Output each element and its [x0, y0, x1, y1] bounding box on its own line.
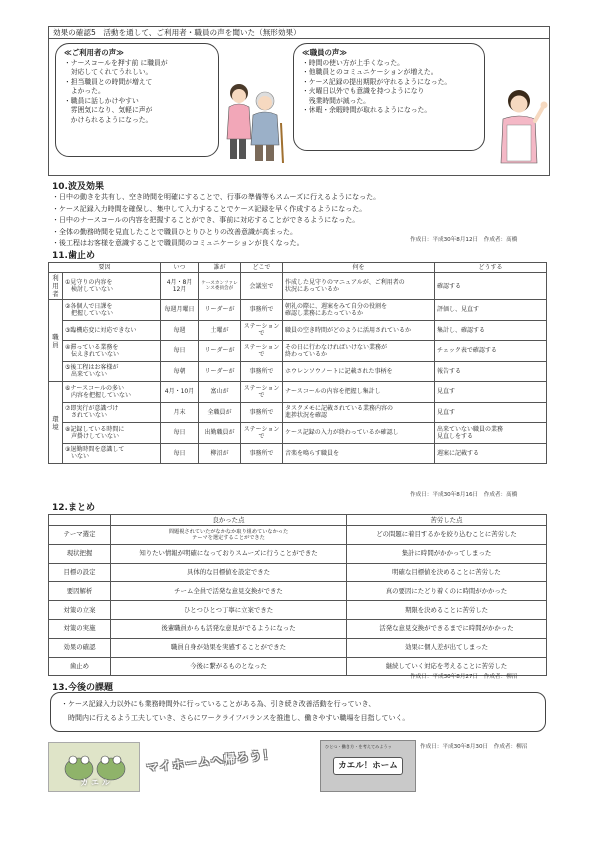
prevention-when: 毎日	[161, 341, 199, 362]
staff-voice-line: ・ケース記録の提出期限が守れるようになった。	[302, 77, 452, 86]
prevention-where: 事務所で	[241, 300, 283, 321]
prevention-when: 月末	[161, 402, 199, 423]
prevention-who: リーダーが	[199, 300, 241, 321]
staff-voice-line: ・他職員とのコミュニケーションが増えた。	[302, 68, 438, 76]
ripple-line: ・日中のナースコールの内容を把握することができ、事前に対応することができるようになった。	[52, 216, 360, 224]
staff-voice-line: ・時間の使い方が上手くなった。	[302, 58, 404, 67]
prevention-what: その日に行わなければいけない業務が 終わっているか	[283, 341, 435, 362]
ripple-line: ・後工程はお客様を意識することで職員間のコミュニケーションが良くなった。	[52, 239, 304, 247]
prevention-where: ステーション で	[241, 320, 283, 341]
ripple-line: ・ケース記録入力時間を確保し、集中して入力することでケース記録を早く作成するようになった。	[52, 204, 367, 213]
prevention-row	[49, 300, 547, 321]
summary-heading: 12.まとめ	[52, 503, 95, 513]
summary-step: 要因解析	[49, 582, 111, 601]
ripple-meta: 作成日：平成30年8月12日 作成者：髙橋	[410, 237, 518, 243]
prevention-who: 土曜が	[199, 320, 241, 341]
summary-step: テーマ選定	[49, 526, 111, 545]
elderly-with-caregiver-illustration	[221, 79, 289, 167]
users-voice-line: ・ナースコールを押す前 に職員が	[64, 58, 168, 67]
summary-table	[48, 514, 547, 676]
prevention-cause: ⑧記録している時間に 声掛けしていない	[63, 423, 161, 444]
prevention-row	[49, 402, 547, 423]
prevention-who: 柳沼が	[199, 443, 241, 464]
frog-logo-text: カ エ ル	[80, 778, 110, 787]
prevention-when: 毎週	[161, 320, 199, 341]
prevention-where: 会議室で	[241, 273, 283, 300]
frog-logo	[48, 742, 140, 792]
summary-header-row	[49, 515, 547, 526]
summary-hard: 集計に時間がかかってしまった	[347, 544, 547, 563]
summary-header-blank	[49, 515, 111, 526]
summary-good: 今後に繋がるものとなった	[111, 657, 347, 676]
summary-hard: 継続していく対応を考えることに苦労した	[347, 657, 547, 676]
ripple-effect-heading: 10.波及効果	[52, 182, 104, 192]
summary-row	[49, 619, 547, 638]
prevention-when: 毎日	[161, 423, 199, 444]
prevention-how: 見直す	[435, 382, 547, 403]
prevention-cause: ⑦即実行が意識づけ されていない	[63, 402, 161, 423]
prevention-where: 事務所で	[241, 402, 283, 423]
summary-step: 対策の実施	[49, 619, 111, 638]
prevention-cause: ⑥ナースコールの多い 内容を把握していない	[63, 382, 161, 403]
prevention-how: 確認する	[435, 273, 547, 300]
prevention-meta: 作成日：平成30年8月16日 作成者：髙橋	[410, 492, 518, 498]
header-who: 誰が	[199, 263, 241, 273]
effect-title: 効果の確認5 活動を通して、ご利用者・職員の声を聞いた（無形効果）	[49, 27, 549, 39]
summary-hard: 期限を決めることに苦労した	[347, 601, 547, 620]
prevention-how: 見直す	[435, 402, 547, 423]
users-voice-line: ・担当職員との時間が増えて	[64, 77, 153, 86]
prevention-row	[49, 341, 547, 362]
prevention-group-label: 職員	[49, 300, 63, 382]
summary-good: 問題視されていたがなかなか取り組めていなかった テーマを選定することができた	[111, 526, 347, 545]
prevention-what: 音楽を鳴らす職員を	[283, 443, 435, 464]
summary-step: 現状把握	[49, 544, 111, 563]
prevention-cause: ①見守りの内容を 検討していない	[63, 273, 161, 300]
users-voice-line: よかった。	[64, 87, 105, 95]
staff-voice-line: ・休暇・余暇時間が取れるようになった。	[302, 106, 432, 114]
header-cause: 要因	[49, 263, 161, 273]
prevention-when: 毎朝	[161, 361, 199, 382]
summary-row	[49, 638, 547, 657]
summary-good: チーム全員で活発な意見交換ができた	[111, 582, 347, 601]
summary-hard: 真の要因にたどり着くのに時間がかかった	[347, 582, 547, 601]
header-how: どうする	[435, 263, 547, 273]
ripple-effect-list	[52, 192, 380, 250]
users-voice-bubble	[55, 43, 219, 157]
prevention-who: 富山が	[199, 382, 241, 403]
prevention-how: 集計し、確認する	[435, 320, 547, 341]
summary-hard: 効果に個人差が出てしまった	[347, 638, 547, 657]
users-voice-line: 雰囲気になり、気軽に声が	[64, 106, 153, 114]
prevention-who: 全職員が	[199, 402, 241, 423]
prevention-body	[49, 273, 547, 464]
users-voice-line: ・職員に話しかけやすい	[64, 96, 139, 105]
summary-row	[49, 526, 547, 545]
prevention-cause: ⑤後工程はお客様が 出来ていない	[63, 361, 161, 382]
prevention-where: ステーション で	[241, 382, 283, 403]
prevention-who: リーダーが	[199, 361, 241, 382]
staff-voice-line: ・火曜日以外でも意識を持つようになり	[302, 87, 425, 95]
summary-row	[49, 563, 547, 582]
prevention-what: ホウレンソウノートに記載された事柄を	[283, 361, 435, 382]
users-voice-line: 対応してくれてうれしい。	[64, 68, 153, 76]
header-what: 何を	[283, 263, 435, 273]
summary-body	[49, 526, 547, 676]
ripple-line: ・全体の勤務時間を見直したことで職員ひとりひとりの改善意識が高まった。	[52, 227, 297, 236]
prevention-where: ステーション で	[241, 341, 283, 362]
prevention-what: タスクメモに記載されている業務内容の 進捗状況を確認	[283, 402, 435, 423]
prevention-group-label: 環境	[49, 382, 63, 464]
summary-header-good: 良かった点	[111, 515, 347, 526]
prevention-how: 報告する	[435, 361, 547, 382]
future-box	[50, 692, 546, 732]
prevention-where: 事務所で	[241, 361, 283, 382]
prevention-how: 出来ていない職員の業務 見直しをする	[435, 423, 547, 444]
summary-meta: 作成日：平成30年8月27日 作成者：柳沼	[410, 674, 518, 680]
summary-good: 後輩職員からも活発な意見がでるようになった	[111, 619, 347, 638]
prevention-what: 朝礼の際に、週案をみて自分の役割を 確認し業務にあたっているか	[283, 300, 435, 321]
summary-step: 効果の確認	[49, 638, 111, 657]
summary-good: ひとつひとつ丁寧に立案できた	[111, 601, 347, 620]
prevention-group-label: 利用者	[49, 273, 63, 300]
summary-good: 具体的な目標値を設定できた	[111, 563, 347, 582]
prevention-who: 出勤職員が	[199, 423, 241, 444]
future-heading: 13.今後の課題	[52, 683, 113, 693]
prevention-cause: ②各個人で日課を 把握していない	[63, 300, 161, 321]
summary-good: 職員自身が効果を実感することができた	[111, 638, 347, 657]
prevention-what: ケース記録の入力が終わっているか確認し	[283, 423, 435, 444]
slogan-text: マイホームへ帰ろう！	[145, 747, 277, 775]
prevention-when: 4月・10月	[161, 382, 199, 403]
staff-voice-bubble	[293, 43, 485, 151]
header-where: どこで	[241, 263, 283, 273]
summary-header-hard: 苦労した点	[347, 515, 547, 526]
prevention-what: ナースコールの内容を把握し集計し	[283, 382, 435, 403]
prevention-how: チェック表で確認する	[435, 341, 547, 362]
prevention-heading: 11.歯止め	[52, 251, 95, 261]
prevention-when: 毎週月曜日	[161, 300, 199, 321]
prevention-how: 週案に記載する	[435, 443, 547, 464]
prevention-row	[49, 320, 547, 341]
prevention-what: 作成した見守りのマニュアルが、ご利用者の 状況にあっているか	[283, 273, 435, 300]
prevention-row	[49, 443, 547, 464]
prevention-how: 評価し、見直す	[435, 300, 547, 321]
prevention-row	[49, 361, 547, 382]
summary-good: 知りたい情報が明確になっておりスムーズに行うことができた	[111, 544, 347, 563]
kaeru-home-text: カエル！ホーム	[333, 757, 403, 775]
kaeru-home-tagline: ひとつ・働き方・を考えてみようッ	[325, 744, 392, 749]
ripple-line: ・日中の動きを共有し、空き時間を明確にすることで、行事の準備等もスムーズに行えるようになった。	[52, 193, 381, 201]
prevention-who: ケースカンファレンス委員会が	[199, 273, 241, 300]
prevention-row	[49, 423, 547, 444]
staff-voice-heading: ≪職員の声≫	[302, 48, 348, 57]
prevention-who: リーダーが	[199, 341, 241, 362]
users-voice-heading: ≪ご利用者の声≫	[64, 48, 124, 57]
prevention-what: 職員の空き時間がどのように活用されているか	[283, 320, 435, 341]
staff-voice-line: 残業時間が減った。	[302, 96, 370, 105]
prevention-row	[49, 382, 547, 403]
prevention-header-row	[49, 263, 547, 273]
prevention-table	[48, 262, 547, 464]
kaeru-home-logo	[320, 740, 416, 792]
summary-step: 歯止め	[49, 657, 111, 676]
header-when: いつ	[161, 263, 199, 273]
summary-row	[49, 544, 547, 563]
prevention-where: 事務所で	[241, 443, 283, 464]
effect-confirmation-box	[48, 26, 550, 176]
future-line: 時間内に行えるよう工夫していき、さらにワークライフバランスを推進し、働きやすい職場を目指していく。	[61, 714, 410, 722]
staff-cheering-illustration	[489, 85, 549, 171]
summary-step: 対策の立案	[49, 601, 111, 620]
users-voice-line: かけられるようになった。	[64, 115, 153, 124]
footer-meta: 作成日：平成30年8月30日 作成者：柳沼	[420, 744, 528, 750]
prevention-row	[49, 273, 547, 300]
summary-hard: 明確な目標値を決めることに苦労した	[347, 563, 547, 582]
summary-row	[49, 582, 547, 601]
prevention-when: 毎日	[161, 443, 199, 464]
summary-row	[49, 601, 547, 620]
prevention-cause: ③臨機応変に対応できない	[63, 320, 161, 341]
summary-step: 目標の設定	[49, 563, 111, 582]
summary-hard: 活発な意見交換ができるまでに時間がかかった	[347, 619, 547, 638]
prevention-when: 4月・8月 12月	[161, 273, 199, 300]
future-line: ・ケース記録入力以外にも業務時間外に行っていることがある為、引き続き改善活動を行っていき、	[61, 700, 376, 708]
summary-hard: どの問題に着目するかを絞り込むことに苦労した	[347, 526, 547, 545]
prevention-cause: ⑨退勤時間を意識して いない	[63, 443, 161, 464]
prevention-where: ステーション で	[241, 423, 283, 444]
prevention-cause: ④滞っている業務を 伝えきれていない	[63, 341, 161, 362]
